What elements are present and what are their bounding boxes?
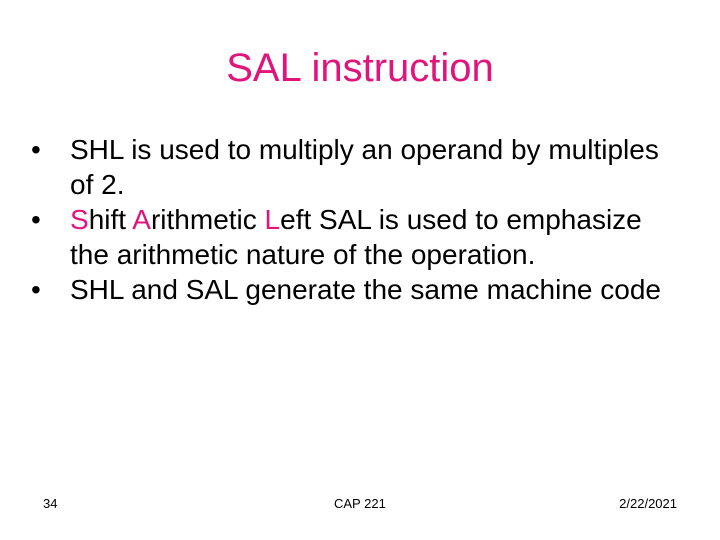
bullet-dot-icon: •: [31, 204, 41, 235]
bullet-dot-icon: •: [31, 274, 41, 305]
highlight-letter-l: L: [264, 204, 281, 235]
bullet-list: [28, 132, 688, 307]
bullet-item: [28, 202, 688, 272]
bullet-text: SHL and SAL generate the same machine code: [70, 274, 661, 305]
bullet-text-part: hift: [88, 204, 133, 235]
slide-title: SAL instruction: [226, 46, 494, 90]
bullet-text-part: rithmetic: [150, 204, 265, 235]
highlight-letter-a: A: [132, 204, 151, 235]
bullet-text: SHL is used to multiply an operand by multiples of 2.: [70, 134, 659, 200]
bullet-item: [28, 132, 688, 202]
bullet-dot-icon: •: [31, 134, 41, 165]
bullet-text-part: eft SAL is used to emphasize the arithmetic nature of the operation.: [70, 204, 642, 270]
slide-number: 34: [43, 496, 58, 511]
footer-date: 2/22/2021: [619, 496, 677, 511]
bullet-item: [28, 272, 688, 307]
highlight-letter-s: S: [70, 204, 89, 235]
footer-course: CAP 221: [334, 496, 386, 511]
